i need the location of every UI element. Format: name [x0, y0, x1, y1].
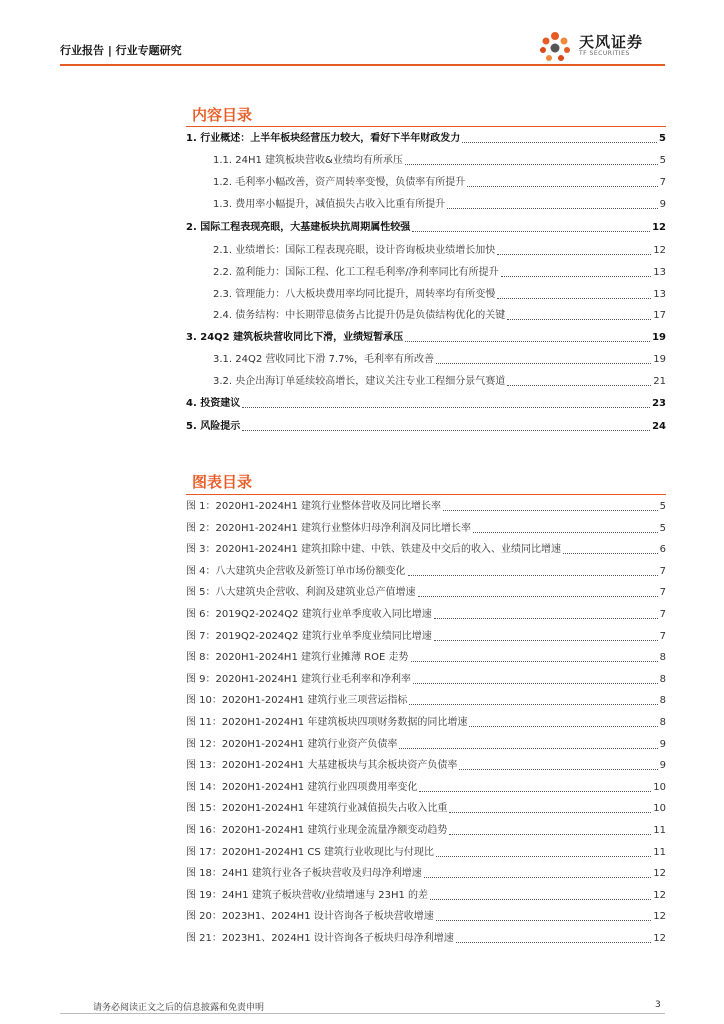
figure-dot-leader	[469, 725, 657, 727]
figure-page-number: 12	[653, 933, 666, 944]
figure-list-entry[interactable]	[186, 673, 666, 687]
figure-page-number: 11	[653, 846, 666, 858]
figure-dot-leader	[430, 898, 651, 900]
figure-entry-label: 图 20：2023H1、2024H1 设计咨询各子板块营收增速	[186, 911, 434, 923]
figure-entry-label: 图 11：2020H1-2024H1 年建筑板块四项财务数据的同比增速	[186, 717, 468, 728]
toc-section-entry[interactable]	[186, 288, 666, 302]
figure-page-number: 7	[659, 630, 666, 642]
figure-page-number: 5	[659, 501, 666, 512]
toc-dot-leader	[497, 253, 651, 255]
toc-page-number: 17	[653, 310, 666, 321]
toc-entry-label: 2. 国际工程表现亮眼，大基建板块抗周期属性较强	[186, 222, 411, 233]
toc-chapter-entry[interactable]	[186, 420, 666, 434]
toc-entry-label: 1.2. 毛利率小幅改善，资产周转率变慢，负债率有所提升	[213, 177, 466, 188]
toc-page-number: 19	[652, 332, 666, 343]
figure-entry-label: 图 2：2020H1-2024H1 建筑行业整体归母净利润及同比增长率	[186, 522, 471, 534]
toc-page-number: 12	[653, 245, 666, 256]
figure-list-entry[interactable]	[186, 738, 666, 752]
toc-page-number: 9	[659, 199, 666, 210]
figures-title: 图表目录	[192, 473, 253, 491]
figure-entry-label: 图 7：2019Q2-2024Q2 建筑行业单季度业绩同比增速	[186, 630, 432, 642]
toc-page-number: 5	[659, 133, 666, 144]
figure-entry-label: 图 5：八大建筑央企营收、利润及建筑业总产值增速	[186, 587, 416, 599]
figure-list-entry[interactable]	[186, 651, 666, 665]
figure-entry-label: 图 1：2020H1-2024H1 建筑行业整体营收及同比增长率	[186, 501, 441, 512]
toc-section-entry[interactable]	[186, 244, 666, 258]
toc-chapter-entry[interactable]	[186, 397, 666, 411]
figure-dot-leader	[436, 855, 651, 857]
toc-entry-label: 1.3. 费用率小幅提升，减值损失占收入比重有所提升	[213, 199, 446, 210]
toc-section-entry[interactable]	[186, 266, 666, 280]
figure-entry-label: 图 15：2020H1-2024H1 年建筑行业减值损失占收入比重	[186, 803, 448, 815]
figure-page-number: 8	[659, 717, 666, 728]
logo-subtitle: TF SECURITIES	[579, 50, 630, 57]
footer-divider	[60, 1013, 665, 1014]
header-divider	[60, 64, 665, 66]
figure-page-number: 12	[653, 868, 666, 880]
toc-entry-label: 3.1. 24Q2 营收同比下滑 7.7%，毛利率有所改善	[213, 354, 434, 365]
figure-list-entry[interactable]	[186, 889, 666, 903]
figure-dot-leader	[459, 768, 657, 770]
toc-dot-leader	[436, 362, 651, 364]
figure-page-number: 6	[659, 544, 666, 556]
page-number: 3	[655, 1000, 661, 1010]
figure-entry-label: 图 4：八大建筑央企营收及新签订单市场份额变化	[186, 565, 406, 577]
contents-title-divider	[186, 126, 666, 127]
figures-title-divider	[186, 494, 666, 495]
toc-section-entry[interactable]	[186, 198, 666, 212]
figure-page-number: 10	[653, 781, 666, 793]
figure-list-entry[interactable]	[186, 694, 666, 708]
figure-list-entry[interactable]	[186, 932, 666, 946]
toc-section-entry[interactable]	[186, 375, 666, 389]
figure-page-number: 8	[659, 652, 666, 664]
toc-entry-label: 3. 24Q2 建筑板块营收同比下滑，业绩短暂承压	[186, 332, 404, 343]
figure-list-entry[interactable]	[186, 867, 666, 881]
figure-dot-leader	[418, 595, 658, 597]
toc-dot-leader	[405, 340, 650, 342]
figure-dot-leader	[419, 790, 651, 792]
logo-name: 天风证券	[579, 33, 644, 51]
figure-dot-leader	[409, 703, 657, 705]
figure-list-entry[interactable]	[186, 565, 666, 579]
toc-dot-leader	[447, 207, 657, 209]
figure-entry-label: 图 6：2019Q2-2024Q2 建筑行业单季度收入同比增速	[186, 609, 432, 620]
figure-entry-label: 图 10：2020H1-2024H1 建筑行业三项营运指标	[186, 695, 408, 707]
toc-entry-label: 3.2. 央企出海订单延续较高增长，建议关注专业工程细分景气赛道	[213, 376, 506, 387]
figure-dot-leader	[424, 876, 652, 878]
figure-page-number: 12	[653, 911, 666, 923]
toc-dot-leader	[497, 297, 651, 299]
toc-page-number: 21	[653, 376, 666, 387]
figure-dot-leader	[411, 660, 658, 662]
figure-list-entry[interactable]	[186, 543, 666, 557]
toc-dot-leader	[242, 406, 650, 408]
figure-list-entry[interactable]	[186, 630, 666, 644]
figure-page-number: 7	[659, 609, 666, 620]
toc-page-number: 12	[652, 222, 666, 233]
flower-logo-icon	[535, 28, 575, 66]
figure-entry-label: 图 19：24H1 建筑子板块营收/业绩增速与 23H1 的差	[186, 889, 429, 901]
figure-dot-leader	[443, 509, 658, 511]
toc-dot-leader	[507, 384, 651, 386]
toc-section-entry[interactable]	[186, 353, 666, 367]
figure-entry-label: 图 16：2020H1-2024H1 建筑行业现金流量净额变动趋势	[186, 825, 448, 836]
toc-dot-leader	[501, 275, 652, 277]
toc-chapter-entry[interactable]	[186, 221, 666, 235]
toc-chapter-entry[interactable]	[186, 132, 666, 146]
toc-entry-label: 4. 投资建议	[186, 398, 241, 409]
figure-dot-leader	[399, 747, 657, 749]
toc-page-number: 13	[653, 289, 666, 300]
figure-dot-leader	[434, 617, 658, 619]
figure-entry-label: 图 3：2020H1-2024H1 建筑扣除中建、中铁、铁建及中交后的收入、业绩同比增速	[186, 544, 561, 556]
toc-dot-leader	[412, 230, 650, 232]
figure-entry-label: 图 21：2023H1、2024H1 设计咨询各子板块归母净利增速	[186, 933, 454, 944]
toc-entry-label: 1.1. 24H1 建筑板块营收&业绩均有所承压	[213, 155, 403, 166]
toc-entry-label: 1. 行业概述：上半年板块经营压力较大，看好下半年财政发力	[186, 133, 461, 144]
toc-dot-leader	[507, 318, 651, 320]
toc-section-entry[interactable]	[186, 309, 666, 323]
figure-page-number: 8	[659, 695, 666, 707]
figure-page-number: 8	[659, 673, 666, 685]
toc-page-number: 7	[659, 177, 666, 188]
toc-page-number: 5	[659, 155, 666, 166]
figure-page-number: 7	[659, 587, 666, 599]
figure-entry-label: 图 12：2020H1-2024H1 建筑行业资产负债率	[186, 738, 398, 750]
figure-list-entry[interactable]	[186, 846, 666, 860]
figure-page-number: 9	[659, 760, 666, 772]
figure-list-entry[interactable]	[186, 824, 666, 838]
figure-dot-leader	[449, 833, 651, 835]
toc-entry-label: 2.3. 管理能力：八大板块费用率均同比提升，周转率均有所变慢	[213, 289, 496, 300]
figure-entry-label: 图 13：2020H1-2024H1 大基建板块与其余板块资产负债率	[186, 760, 458, 772]
figure-page-number: 5	[659, 522, 666, 534]
figure-dot-leader	[413, 682, 658, 684]
toc-page-number: 24	[652, 421, 666, 432]
toc-dot-leader	[242, 429, 650, 431]
figure-dot-leader	[449, 811, 651, 813]
figure-list-entry[interactable]	[186, 716, 666, 730]
toc-entry-label: 5. 风险提示	[186, 421, 241, 432]
figure-page-number: 11	[653, 825, 666, 836]
figure-list-entry[interactable]	[186, 759, 666, 773]
figure-entry-label: 图 9：2020H1-2024H1 建筑行业毛利率和净利率	[186, 673, 411, 685]
figure-page-number: 10	[653, 803, 666, 815]
figure-list-entry[interactable]	[186, 522, 666, 536]
figure-dot-leader	[434, 639, 658, 641]
figure-list-entry[interactable]	[186, 608, 666, 622]
figure-list-entry[interactable]	[186, 910, 666, 924]
toc-page-number: 19	[653, 354, 666, 365]
figure-entry-label: 图 18：24H1 建筑行业各子板块营收及归母净利增速	[186, 868, 422, 880]
figure-page-number: 12	[653, 889, 666, 901]
figure-list-entry[interactable]	[186, 802, 666, 816]
toc-entry-label: 2.1. 业绩增长：国际工程表现亮眼，设计咨询板块业绩增长加快	[213, 245, 496, 256]
toc-dot-leader	[467, 185, 657, 187]
figure-entry-label: 图 8：2020H1-2024H1 建筑行业摊薄 ROE 走势	[186, 652, 409, 664]
toc-section-entry[interactable]	[186, 176, 666, 190]
figure-dot-leader	[456, 941, 652, 943]
figure-entry-label: 图 17：2020H1-2024H1 CS 建筑行业收现比与付现比	[186, 846, 434, 858]
figure-page-number: 9	[659, 738, 666, 750]
toc-section-entry[interactable]	[186, 154, 666, 168]
toc-chapter-entry[interactable]	[186, 331, 666, 345]
figure-list-entry[interactable]	[186, 500, 666, 514]
figure-dot-leader	[408, 574, 658, 576]
figure-dot-leader	[473, 531, 658, 533]
figure-dot-leader	[436, 919, 652, 921]
report-type-label: 行业报告 | 行业专题研究	[60, 44, 182, 57]
figure-dot-leader	[563, 552, 658, 554]
figure-page-number: 7	[659, 565, 666, 577]
toc-page-number: 13	[653, 267, 666, 278]
toc-entry-label: 2.4. 债务结构：中长期带息债务占比提升仍是负债结构优化的关键	[213, 310, 506, 321]
figure-entry-label: 图 14：2020H1-2024H1 建筑行业四项费用率变化	[186, 781, 418, 793]
toc-dot-leader	[405, 163, 658, 165]
figure-list-entry[interactable]	[186, 586, 666, 600]
company-logo	[535, 28, 665, 66]
contents-title: 内容目录	[192, 106, 253, 124]
footer-disclaimer: 请务必阅读正文之后的信息披露和免责申明	[93, 1003, 265, 1013]
toc-entry-label: 2.2. 盈利能力：国际工程、化工工程毛利率/净利率同比有所提升	[213, 267, 499, 278]
figure-list-entry[interactable]	[186, 781, 666, 795]
toc-dot-leader	[462, 141, 657, 143]
toc-page-number: 23	[652, 398, 666, 409]
